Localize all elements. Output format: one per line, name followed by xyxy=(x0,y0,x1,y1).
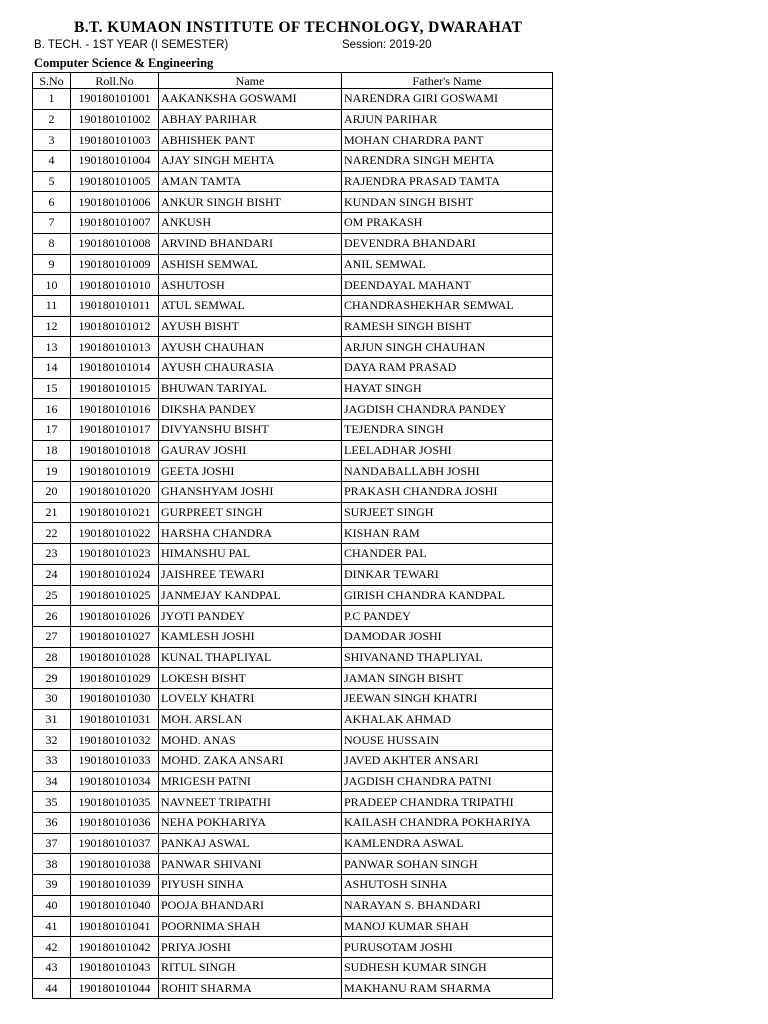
fathers-name-cell: TEJENDRA SINGH xyxy=(342,420,553,441)
sno-cell: 9 xyxy=(33,254,71,275)
sno-cell: 29 xyxy=(33,668,71,689)
sno-cell: 14 xyxy=(33,357,71,378)
student-name-cell: PIYUSH SINHA xyxy=(159,875,342,896)
student-name-cell: JANMEJAY KANDPAL xyxy=(159,585,342,606)
table-row xyxy=(33,957,553,978)
table-row xyxy=(33,461,553,482)
fathers-name-cell: MAKHANU RAM SHARMA xyxy=(342,978,553,999)
roll-number-cell: 190180101035 xyxy=(71,792,159,813)
student-name-cell: ABHAY PARIHAR xyxy=(159,109,342,130)
roll-number-cell: 190180101029 xyxy=(71,668,159,689)
sno-cell: 11 xyxy=(33,295,71,316)
roll-number-cell: 190180101026 xyxy=(71,606,159,627)
fathers-name-cell: ANIL SEMWAL xyxy=(342,254,553,275)
table-row xyxy=(33,647,553,668)
table-row xyxy=(33,151,553,172)
table-row xyxy=(33,233,553,254)
roll-number-cell: 190180101011 xyxy=(71,295,159,316)
student-name-cell: ROHIT SHARMA xyxy=(159,978,342,999)
student-name-cell: MOH. ARSLAN xyxy=(159,709,342,730)
roll-number-cell: 190180101001 xyxy=(71,89,159,110)
table-row xyxy=(33,523,553,544)
table-row xyxy=(33,833,553,854)
sno-cell: 37 xyxy=(33,833,71,854)
roll-number-cell: 190180101024 xyxy=(71,564,159,585)
fathers-name-cell: CHANDER PAL xyxy=(342,544,553,565)
sno-cell: 8 xyxy=(33,233,71,254)
student-name-cell: ANKUSH xyxy=(159,213,342,234)
fathers-name-cell: MOHAN CHARDRA PANT xyxy=(342,130,553,151)
table-row xyxy=(33,937,553,958)
student-name-cell: RITUL SINGH xyxy=(159,957,342,978)
roll-number-cell: 190180101020 xyxy=(71,482,159,503)
sno-cell: 27 xyxy=(33,626,71,647)
session-label: Session: 2019-20 xyxy=(342,39,432,51)
table-row xyxy=(33,606,553,627)
student-roster-table xyxy=(32,72,553,999)
fathers-name-cell: AKHALAK AHMAD xyxy=(342,709,553,730)
student-name-cell: DIVYANSHU BISHT xyxy=(159,420,342,441)
sno-cell: 34 xyxy=(33,771,71,792)
fathers-name-cell: NANDABALLABH JOSHI xyxy=(342,461,553,482)
fathers-name-cell: DAYA RAM PRASAD xyxy=(342,357,553,378)
student-name-cell: NAVNEET TRIPATHI xyxy=(159,792,342,813)
student-name-cell: GURPREET SINGH xyxy=(159,502,342,523)
student-name-cell: LOKESH BISHT xyxy=(159,668,342,689)
sno-cell: 25 xyxy=(33,585,71,606)
student-name-cell: AYUSH CHAUHAN xyxy=(159,337,342,358)
roll-number-cell: 190180101021 xyxy=(71,502,159,523)
student-name-cell: GHANSHYAM JOSHI xyxy=(159,482,342,503)
table-row xyxy=(33,813,553,834)
fathers-name-cell: SUDHESH KUMAR SINGH xyxy=(342,957,553,978)
table-row xyxy=(33,564,553,585)
table-row xyxy=(33,316,553,337)
roll-number-cell: 190180101012 xyxy=(71,316,159,337)
column-header-sno: S.No xyxy=(33,73,71,89)
roll-number-cell: 190180101017 xyxy=(71,420,159,441)
fathers-name-cell: RAMESH SINGH BISHT xyxy=(342,316,553,337)
table-row xyxy=(33,854,553,875)
table-row xyxy=(33,295,553,316)
fathers-name-cell: JEEWAN SINGH KHATRI xyxy=(342,688,553,709)
roll-number-cell: 190180101002 xyxy=(71,109,159,130)
roll-number-cell: 190180101018 xyxy=(71,440,159,461)
student-name-cell: NEHA POKHARIYA xyxy=(159,813,342,834)
fathers-name-cell: CHANDRASHEKHAR SEMWAL xyxy=(342,295,553,316)
header-row xyxy=(33,73,553,89)
roll-number-cell: 190180101006 xyxy=(71,192,159,213)
fathers-name-cell: KAMLENDRA ASWAL xyxy=(342,833,553,854)
student-name-cell: AYUSH BISHT xyxy=(159,316,342,337)
roll-number-cell: 190180101016 xyxy=(71,399,159,420)
course-label: B. TECH. - 1ST YEAR (I SEMESTER) xyxy=(34,39,229,51)
fathers-name-cell: JAGDISH CHANDRA PATNI xyxy=(342,771,553,792)
table-row xyxy=(33,399,553,420)
student-name-cell: PANKAJ ASWAL xyxy=(159,833,342,854)
fathers-name-cell: JAVED AKHTER ANSARI xyxy=(342,751,553,772)
student-name-cell: HIMANSHU PAL xyxy=(159,544,342,565)
sno-cell: 38 xyxy=(33,854,71,875)
table-row xyxy=(33,585,553,606)
table-row xyxy=(33,771,553,792)
roll-number-cell: 190180101036 xyxy=(71,813,159,834)
fathers-name-cell: PRADEEP CHANDRA TRIPATHI xyxy=(342,792,553,813)
fathers-name-cell: JAMAN SINGH BISHT xyxy=(342,668,553,689)
fathers-name-cell: DAMODAR JOSHI xyxy=(342,626,553,647)
roll-number-cell: 190180101015 xyxy=(71,378,159,399)
roll-number-cell: 190180101028 xyxy=(71,647,159,668)
roll-number-cell: 190180101010 xyxy=(71,275,159,296)
sno-cell: 31 xyxy=(33,709,71,730)
sno-cell: 39 xyxy=(33,875,71,896)
fathers-name-cell: ASHUTOSH SINHA xyxy=(342,875,553,896)
table-row xyxy=(33,626,553,647)
table-row xyxy=(33,709,553,730)
table-row xyxy=(33,688,553,709)
fathers-name-cell: SHIVANAND THAPLIYAL xyxy=(342,647,553,668)
fathers-name-cell: HAYAT SINGH xyxy=(342,378,553,399)
table-row xyxy=(33,978,553,999)
student-name-cell: GEETA JOSHI xyxy=(159,461,342,482)
student-name-cell: MOHD. ANAS xyxy=(159,730,342,751)
table-row xyxy=(33,440,553,461)
sno-cell: 7 xyxy=(33,213,71,234)
student-name-cell: AAKANKSHA GOSWAMI xyxy=(159,89,342,110)
roll-number-cell: 190180101038 xyxy=(71,854,159,875)
sno-cell: 44 xyxy=(33,978,71,999)
roll-number-cell: 190180101025 xyxy=(71,585,159,606)
student-name-cell: KUNAL THAPLIYAL xyxy=(159,647,342,668)
roll-number-cell: 190180101030 xyxy=(71,688,159,709)
roll-number-cell: 190180101041 xyxy=(71,916,159,937)
sno-cell: 32 xyxy=(33,730,71,751)
fathers-name-cell: PRAKASH CHANDRA JOSHI xyxy=(342,482,553,503)
table-row xyxy=(33,357,553,378)
table-row xyxy=(33,730,553,751)
fathers-name-cell: RAJENDRA PRASAD TAMTA xyxy=(342,171,553,192)
student-name-cell: PRIYA JOSHI xyxy=(159,937,342,958)
sno-cell: 23 xyxy=(33,544,71,565)
student-name-cell: MOHD. ZAKA ANSARI xyxy=(159,751,342,772)
sno-cell: 42 xyxy=(33,937,71,958)
student-name-cell: MRIGESH PATNI xyxy=(159,771,342,792)
roll-number-cell: 190180101005 xyxy=(71,171,159,192)
fathers-name-cell: DINKAR TEWARI xyxy=(342,564,553,585)
sno-cell: 20 xyxy=(33,482,71,503)
fathers-name-cell: JAGDISH CHANDRA PANDEY xyxy=(342,399,553,420)
sno-cell: 43 xyxy=(33,957,71,978)
column-header-rollno: Roll.No xyxy=(71,73,159,89)
roll-number-cell: 190180101019 xyxy=(71,461,159,482)
sno-cell: 10 xyxy=(33,275,71,296)
roll-number-cell: 190180101027 xyxy=(71,626,159,647)
table-row xyxy=(33,544,553,565)
table-row xyxy=(33,254,553,275)
table-row xyxy=(33,192,553,213)
student-name-cell: DIKSHA PANDEY xyxy=(159,399,342,420)
roll-number-cell: 190180101044 xyxy=(71,978,159,999)
fathers-name-cell: DEENDAYAL MAHANT xyxy=(342,275,553,296)
table-row xyxy=(33,751,553,772)
fathers-name-cell: LEELADHAR JOSHI xyxy=(342,440,553,461)
student-name-cell: BHUWAN TARIYAL xyxy=(159,378,342,399)
sno-cell: 36 xyxy=(33,813,71,834)
fathers-name-cell: OM PRAKASH xyxy=(342,213,553,234)
roll-number-cell: 190180101032 xyxy=(71,730,159,751)
table-row xyxy=(33,916,553,937)
sno-cell: 24 xyxy=(33,564,71,585)
roll-number-cell: 190180101008 xyxy=(71,233,159,254)
table-row xyxy=(33,337,553,358)
table-row xyxy=(33,875,553,896)
fathers-name-cell: NARAYAN S. BHANDARI xyxy=(342,895,553,916)
student-name-cell: POORNIMA SHAH xyxy=(159,916,342,937)
branch-label: Computer Science & Engineering xyxy=(34,56,214,70)
sno-cell: 13 xyxy=(33,337,71,358)
student-name-cell: LOVELY KHATRI xyxy=(159,688,342,709)
fathers-name-cell: P.C PANDEY xyxy=(342,606,553,627)
sno-cell: 40 xyxy=(33,895,71,916)
table-row xyxy=(33,89,553,110)
column-header-fathers-name: Father's Name xyxy=(342,73,553,89)
student-name-cell: JYOTI PANDEY xyxy=(159,606,342,627)
student-name-cell: AYUSH CHAURASIA xyxy=(159,357,342,378)
fathers-name-cell: PANWAR SOHAN SINGH xyxy=(342,854,553,875)
student-name-cell: AMAN TAMTA xyxy=(159,171,342,192)
roll-number-cell: 190180101039 xyxy=(71,875,159,896)
fathers-name-cell: ARJUN PARIHAR xyxy=(342,109,553,130)
table-row xyxy=(33,792,553,813)
roll-number-cell: 190180101022 xyxy=(71,523,159,544)
roll-number-cell: 190180101009 xyxy=(71,254,159,275)
roll-number-cell: 190180101037 xyxy=(71,833,159,854)
table-row xyxy=(33,502,553,523)
institute-title: B.T. KUMAON INSTITUTE OF TECHNOLOGY, DWARAHAT xyxy=(74,19,523,36)
student-name-cell: ABHISHEK PANT xyxy=(159,130,342,151)
roll-number-cell: 190180101040 xyxy=(71,895,159,916)
roll-number-cell: 190180101023 xyxy=(71,544,159,565)
table-row xyxy=(33,213,553,234)
student-name-cell: ANKUR SINGH BISHT xyxy=(159,192,342,213)
roll-number-cell: 190180101004 xyxy=(71,151,159,172)
sno-cell: 21 xyxy=(33,502,71,523)
sno-cell: 2 xyxy=(33,109,71,130)
roll-number-cell: 190180101031 xyxy=(71,709,159,730)
fathers-name-cell: NARENDRA GIRI GOSWAMI xyxy=(342,89,553,110)
student-name-cell: PANWAR SHIVANI xyxy=(159,854,342,875)
student-name-cell: ARVIND BHANDARI xyxy=(159,233,342,254)
sno-cell: 26 xyxy=(33,606,71,627)
roll-number-cell: 190180101013 xyxy=(71,337,159,358)
table-row xyxy=(33,275,553,296)
fathers-name-cell: MANOJ KUMAR SHAH xyxy=(342,916,553,937)
sno-cell: 3 xyxy=(33,130,71,151)
table-row xyxy=(33,109,553,130)
roll-number-cell: 190180101033 xyxy=(71,751,159,772)
column-header-name: Name xyxy=(159,73,342,89)
student-name-cell: GAURAV JOSHI xyxy=(159,440,342,461)
student-name-cell: ASHISH SEMWAL xyxy=(159,254,342,275)
fathers-name-cell: KISHAN RAM xyxy=(342,523,553,544)
roll-number-cell: 190180101034 xyxy=(71,771,159,792)
student-name-cell: HARSHA CHANDRA xyxy=(159,523,342,544)
student-name-cell: KAMLESH JOSHI xyxy=(159,626,342,647)
student-name-cell: ATUL SEMWAL xyxy=(159,295,342,316)
roll-number-cell: 190180101014 xyxy=(71,357,159,378)
roll-number-cell: 190180101007 xyxy=(71,213,159,234)
sno-cell: 28 xyxy=(33,647,71,668)
sno-cell: 41 xyxy=(33,916,71,937)
sno-cell: 33 xyxy=(33,751,71,772)
fathers-name-cell: KUNDAN SINGH BISHT xyxy=(342,192,553,213)
sno-cell: 12 xyxy=(33,316,71,337)
fathers-name-cell: GIRISH CHANDRA KANDPAL xyxy=(342,585,553,606)
table-row xyxy=(33,482,553,503)
table-header xyxy=(33,73,553,89)
table-row xyxy=(33,130,553,151)
student-name-cell: POOJA BHANDARI xyxy=(159,895,342,916)
fathers-name-cell: SURJEET SINGH xyxy=(342,502,553,523)
table-row xyxy=(33,378,553,399)
table-body xyxy=(33,89,553,999)
fathers-name-cell: NOUSE HUSSAIN xyxy=(342,730,553,751)
sno-cell: 35 xyxy=(33,792,71,813)
sno-cell: 19 xyxy=(33,461,71,482)
table-row xyxy=(33,420,553,441)
roll-number-cell: 190180101043 xyxy=(71,957,159,978)
roll-number-cell: 190180101003 xyxy=(71,130,159,151)
sno-cell: 6 xyxy=(33,192,71,213)
fathers-name-cell: PURUSOTAM JOSHI xyxy=(342,937,553,958)
fathers-name-cell: ARJUN SINGH CHAUHAN xyxy=(342,337,553,358)
fathers-name-cell: KAILASH CHANDRA POKHARIYA xyxy=(342,813,553,834)
roll-number-cell: 190180101042 xyxy=(71,937,159,958)
table-row xyxy=(33,171,553,192)
student-name-cell: ASHUTOSH xyxy=(159,275,342,296)
sno-cell: 4 xyxy=(33,151,71,172)
table-row xyxy=(33,668,553,689)
student-name-cell: AJAY SINGH MEHTA xyxy=(159,151,342,172)
sno-cell: 15 xyxy=(33,378,71,399)
sno-cell: 16 xyxy=(33,399,71,420)
sno-cell: 17 xyxy=(33,420,71,441)
table-row xyxy=(33,895,553,916)
fathers-name-cell: NARENDRA SINGH MEHTA xyxy=(342,151,553,172)
student-name-cell: JAISHREE TEWARI xyxy=(159,564,342,585)
fathers-name-cell: DEVENDRA BHANDARI xyxy=(342,233,553,254)
sno-cell: 1 xyxy=(33,89,71,110)
sno-cell: 22 xyxy=(33,523,71,544)
sno-cell: 30 xyxy=(33,688,71,709)
sno-cell: 18 xyxy=(33,440,71,461)
sno-cell: 5 xyxy=(33,171,71,192)
